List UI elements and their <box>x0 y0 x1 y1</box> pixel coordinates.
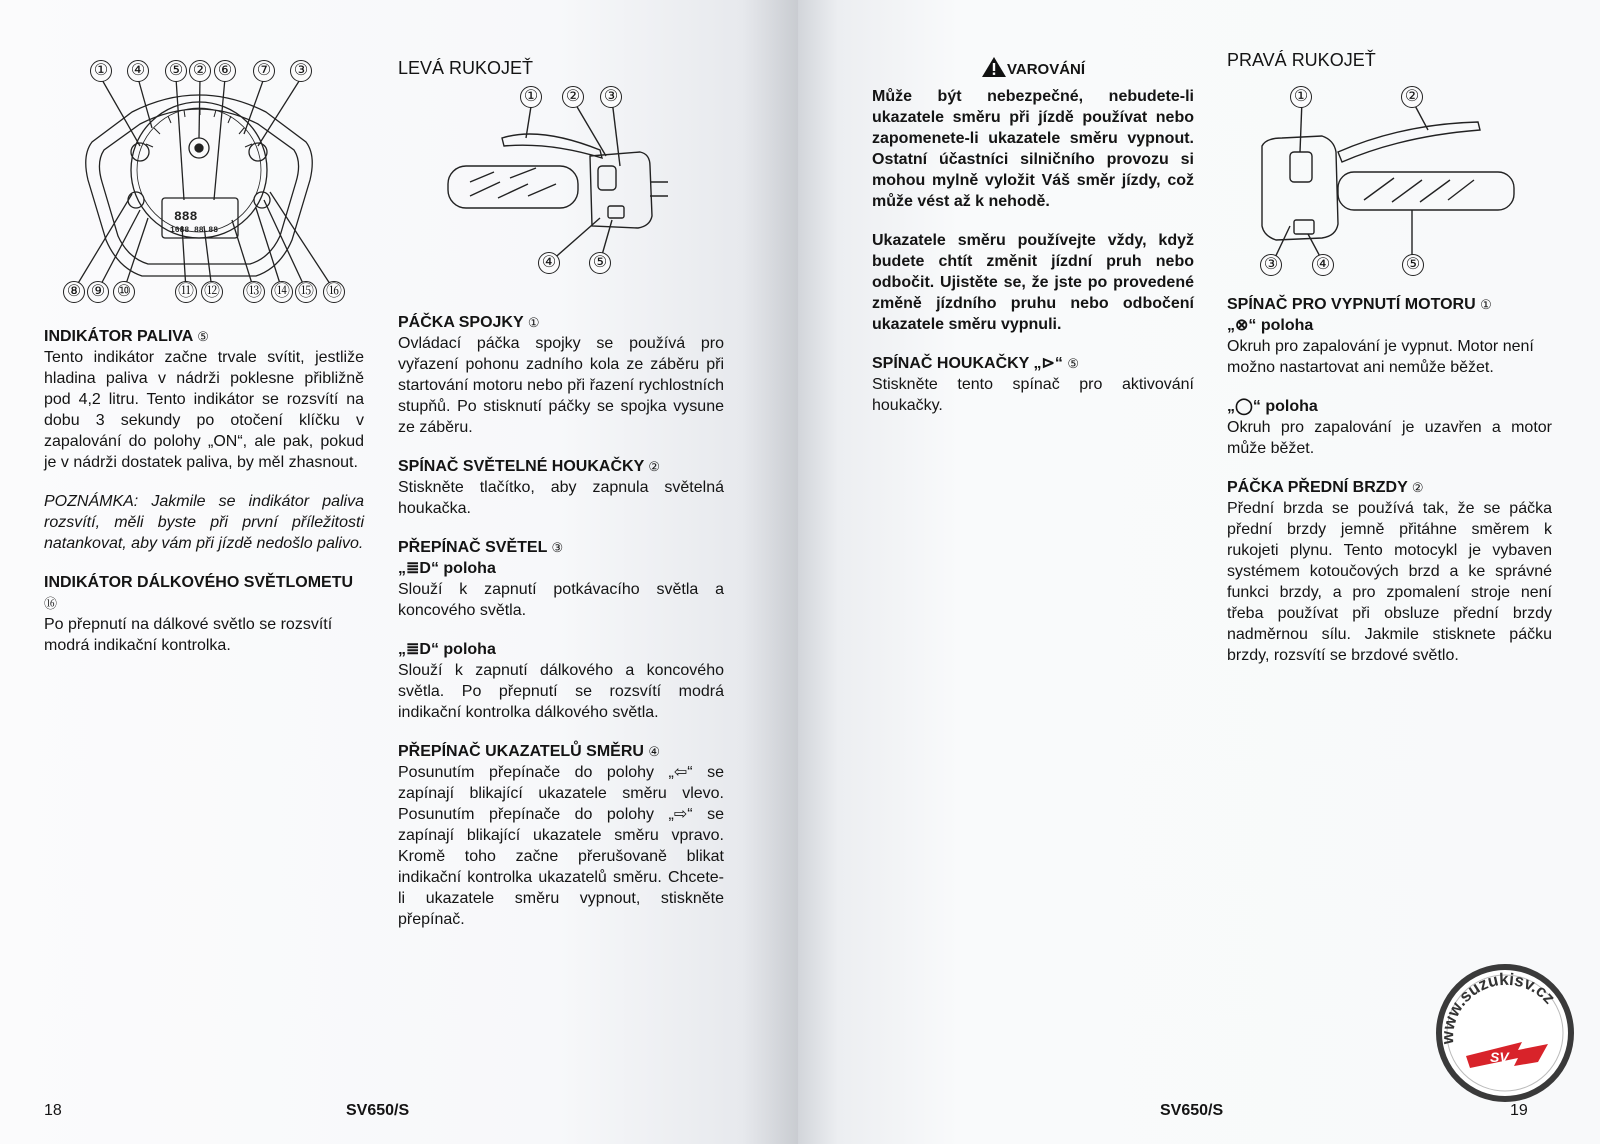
callout-1: ① <box>90 60 112 82</box>
rh-callout-4: ④ <box>1312 254 1334 276</box>
svg-text:888: 888 <box>174 209 198 224</box>
left-handlebar-diagram <box>440 86 670 276</box>
callout-2: ② <box>189 60 211 82</box>
engine-off-position-label: „⊗“ poloha <box>1227 317 1314 334</box>
fuel-indicator-note: POZNÁMKA: Jakmile se indikátor paliva rozsvítí, měli byste při první příležitosti natankovat, aby vám při jízdě nedošlo palivo. <box>44 493 364 552</box>
engine-off-position-body: Okruh pro zapalování je vypnut. Motor není možno nastartovat ani nemůže běžet. <box>1227 338 1534 376</box>
suzukisv-stamp <box>1430 958 1580 1108</box>
callout-15: ⑮ <box>295 281 317 303</box>
callout-13: ⑬ <box>243 281 265 303</box>
lh-callout-4: ④ <box>538 252 560 274</box>
callout-7: ⑦ <box>253 60 275 82</box>
callout-14: ⑭ <box>271 281 293 303</box>
low-beam-position-label: „≣D“ poloha <box>398 560 496 577</box>
callout-8: ⑧ <box>63 281 85 303</box>
svg-text:1688 88.88: 1688 88.88 <box>170 226 219 235</box>
warning-paragraph-2: Ukazatele směru používejte vždy, když budete chtít změnit jízdní pruh nebo odbočit. Ujistěte se, že jste po provedené změně jízdního pruhu nebo odbočení ukazatele směru vypnuli. <box>872 232 1194 333</box>
stamp-logo-text: SV <box>1490 1049 1509 1065</box>
front-brake-lever-body: Přední brzda se používá tak, že se páčka přední brzdy jemně přitáhne směrem k rukojeti plynu. Tento motocykl je vybaven systémem kotoučových brzd a ke správné funkci brzdy, a pro zpomalení stroje není třeba používat při obsluze přední brzdy nadměrnou sílu. Jakmile stisknete páčku brzdy, rozsvítí se brzdové světlo. <box>1227 500 1552 664</box>
callout-5: ⑤ <box>165 60 187 82</box>
callout-9: ⑨ <box>87 281 109 303</box>
stamp-text: www.suzukisv.cz <box>1438 969 1559 1045</box>
callout-10: ⑩ <box>113 281 135 303</box>
left-handlebar-heading: LEVÁ RUKOJEŤ <box>398 58 534 78</box>
high-beam-indicator-heading: INDIKÁTOR DÁLKOVÉHO SVĚTLOMETU ⑯ <box>44 574 354 611</box>
callout-6: ⑥ <box>214 60 236 82</box>
high-beam-position-body: Slouží k zapnutí dálkového a koncového světla. Po přepnutí se rozsvítí modrá indikační kontrolka dálkového světla. <box>398 662 724 721</box>
callout-4: ④ <box>127 60 149 82</box>
left-column <box>44 326 364 656</box>
lh-callout-5: ⑤ <box>589 252 611 274</box>
model-name-left: SV650/S <box>346 1102 410 1119</box>
fuel-indicator-body: Tento indikátor začne trvale svítit, jestliže hladina paliva v nádrži poklesne přibližně pod 4,2 litru. Tento indikátor se rozsvítí na dobu 3 sekundy po otočení klíčku v zapalování do polohy „ON“, ale pak, pokud je v nádrži dostatek paliva, by měl zhasnout. <box>44 349 364 471</box>
middle-column <box>398 312 724 930</box>
turn-signal-switch-heading: PŘEPÍNAČ UKAZATELŮ SMĚRU ④ <box>398 743 661 760</box>
passing-switch-body: Stiskněte tlačítko, aby zapnula světelná houkačka. <box>398 479 724 517</box>
horn-switch-heading: SPÍNAČ HOUKAČKY „⊳“ ⑤ <box>872 355 1080 372</box>
lh-callout-3: ③ <box>600 86 622 108</box>
right-handlebar-heading: PRAVÁ RUKOJEŤ <box>1227 50 1376 70</box>
rh-callout-3: ③ <box>1260 254 1282 276</box>
high-beam-position-label: „≣D“ poloha <box>398 641 496 658</box>
speedometer-illustration <box>44 50 354 310</box>
turn-signal-switch-body: Posunutím přepínače do polohy „⇦“ se zapínají blikající ukazatele směru vlevo. Posunutím přepínače do polohy „⇨“ se zapínají blikající ukazatele směru vpravo. Kromě toho začne přerušovaně blikat indikační kontrolka ukazatelů směru. Chcete-li ukazatele směru vypnout, stiskněte přepínač. <box>398 764 724 928</box>
callout-16: ⑯ <box>323 281 345 303</box>
left-page <box>0 0 798 1144</box>
callout-3: ③ <box>290 60 312 82</box>
engine-run-position-body: Okruh pro zapalování je uzavřen a motor může běžet. <box>1227 419 1552 457</box>
right-page <box>798 0 1600 1144</box>
left-grip-illustration <box>440 86 670 276</box>
right-handlebar-diagram <box>1252 86 1522 282</box>
warning-block <box>872 56 1194 416</box>
instrument-cluster-diagram <box>44 50 354 310</box>
engine-stop-switch-heading: SPÍNAČ PRO VYPNUTÍ MOTORU ① <box>1227 296 1492 313</box>
lh-callout-1: ① <box>520 86 542 108</box>
horn-switch-body: Stiskněte tento spínač pro aktivování houkačky. <box>872 376 1194 414</box>
rh-callout-5: ⑤ <box>1402 254 1424 276</box>
stamp-logo <box>1430 958 1580 1108</box>
right-column <box>1227 294 1552 666</box>
lh-callout-2: ② <box>562 86 584 108</box>
fuel-indicator-heading: INDIKÁTOR PALIVA ⑤ <box>44 328 209 345</box>
passing-switch-heading: SPÍNAČ SVĚTELNÉ HOUKAČKY ② <box>398 458 661 475</box>
warning-title: VAROVÁNÍ <box>872 56 1194 80</box>
high-beam-indicator-body: Po přepnutí na dálkové světlo se rozsvítí modrá indikační kontrolka. <box>44 616 333 654</box>
callout-12: ⑫ <box>201 281 223 303</box>
low-beam-position-body: Slouží k zapnutí potkávacího světla a koncového světla. <box>398 581 724 619</box>
light-switch-heading: PŘEPÍNAČ SVĚTEL ③ <box>398 539 564 556</box>
clutch-lever-body: Ovládací páčka spojky se používá pro vyřazení pohonu zadního kola ze záběru při startování motoru nebo při řazení rychlostních stupňů. Po stisknutí páčky se spojka vysune ze záběru. <box>398 335 724 436</box>
rh-callout-1: ① <box>1290 86 1312 108</box>
rh-callout-2: ② <box>1401 86 1423 108</box>
clutch-lever-heading: PÁČKA SPOJKY ① <box>398 314 540 331</box>
warning-triangle-icon <box>981 56 1007 78</box>
engine-run-position-label: „◯“ poloha <box>1227 398 1318 415</box>
right-grip-illustration <box>1252 86 1522 282</box>
front-brake-lever-heading: PÁČKA PŘEDNÍ BRZDY ② <box>1227 479 1424 496</box>
callout-11: ⑪ <box>175 281 197 303</box>
page-number-left: 18 <box>44 1102 62 1119</box>
warning-paragraph-1: Může být nebezpečné, nebudete-li ukazatele směru při jízdě používat nebo zapomenete-li ukazatele směru vypnout. Ostatní účastníci silničního provozu si mohou mylně vyložit Váš směr jízdy, což může vést až k nehodě. <box>872 88 1194 210</box>
page-number-right: 19 <box>1510 1102 1528 1119</box>
model-name-right: SV650/S <box>1160 1102 1224 1119</box>
